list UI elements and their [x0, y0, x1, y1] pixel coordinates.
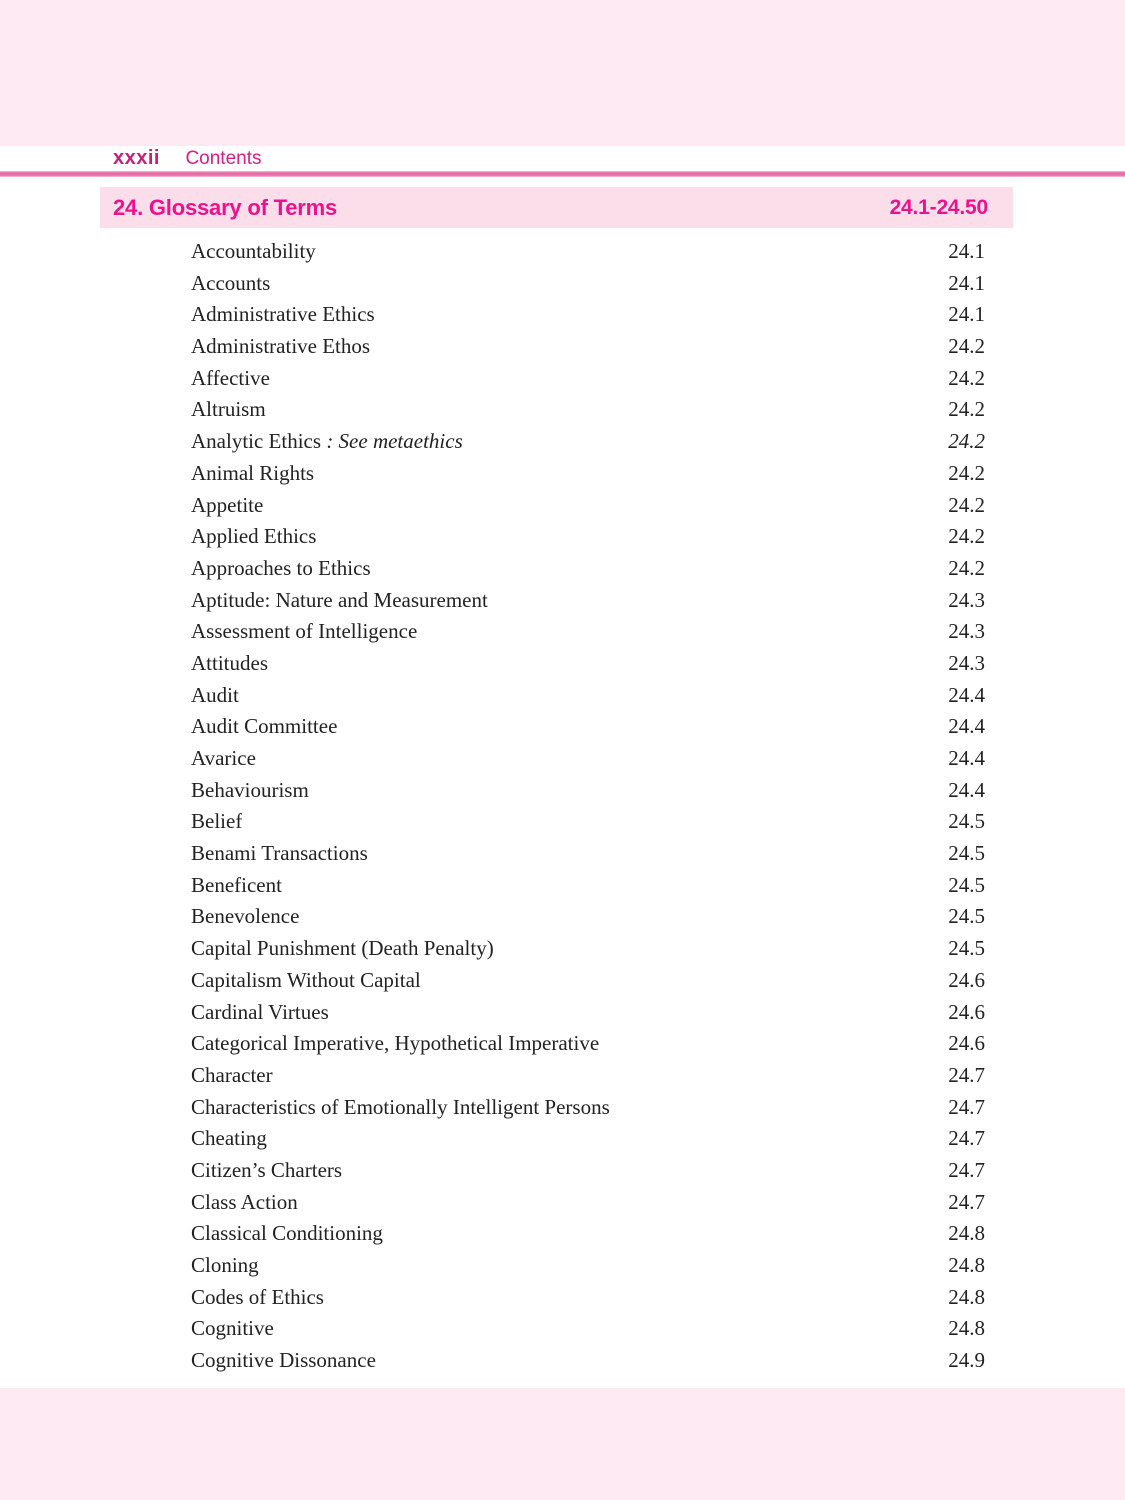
toc-term-cell [191, 1187, 298, 1219]
toc-row [191, 1282, 985, 1314]
toc-page-number: 24.2 [948, 397, 985, 422]
toc-row [191, 997, 985, 1029]
toc-page-number: 24.6 [948, 1031, 985, 1056]
toc-term-cell [191, 268, 270, 300]
toc-page-number: 24.9 [948, 1348, 985, 1373]
toc-row [191, 1028, 985, 1060]
toc-row [191, 616, 985, 648]
toc-term-cell [191, 1092, 610, 1124]
toc-page-number: 24.3 [948, 650, 985, 675]
toc-term: Character [191, 1062, 273, 1087]
toc-row [191, 1123, 985, 1155]
toc-row [191, 648, 985, 680]
toc-page-number: 24.2 [948, 334, 985, 359]
toc-page-number: 24.4 [948, 777, 985, 802]
toc-term: Belief [191, 809, 243, 834]
toc-page-number: 24.5 [948, 936, 985, 961]
toc-term-cell [191, 426, 463, 458]
toc-page-number: 24.2 [948, 365, 985, 390]
toc-page-number: 24.2 [948, 555, 985, 580]
toc-page-number: 24.4 [948, 714, 985, 739]
toc-term: Appetite [191, 492, 264, 517]
folio-page-number: xxxii [113, 147, 160, 169]
toc-page-number: 24.2 [948, 429, 985, 454]
toc-row [191, 585, 985, 617]
toc-term: Assessment of Intelligence [191, 619, 418, 644]
toc-term-cell [191, 1155, 342, 1187]
toc-term-cell [191, 553, 371, 585]
toc-term-cell [191, 363, 270, 395]
toc-row [191, 965, 985, 997]
toc-list [191, 236, 985, 1377]
toc-page-number: 24.7 [948, 1157, 985, 1182]
toc-term: Altruism [191, 397, 266, 422]
toc-page-number: 24.3 [948, 587, 985, 612]
chapter-heading-band [100, 187, 1013, 228]
toc-row [191, 331, 985, 363]
toc-page-number: 24.7 [948, 1126, 985, 1151]
toc-term: Capital Punishment (Death Penalty) [191, 936, 494, 961]
toc-page-number: 24.7 [948, 1189, 985, 1214]
top-margin-band [0, 0, 1125, 146]
toc-page-number: 24.2 [948, 524, 985, 549]
toc-row [191, 1060, 985, 1092]
toc-row [191, 1345, 985, 1377]
toc-term-cell [191, 616, 417, 648]
toc-page-number: 24.1 [948, 302, 985, 327]
toc-row [191, 553, 985, 585]
toc-row [191, 268, 985, 300]
toc-row [191, 933, 985, 965]
toc-row [191, 1313, 985, 1345]
toc-term: Attitudes [191, 650, 268, 675]
toc-term: Capitalism Without Capital [191, 967, 421, 992]
toc-term: Audit Committee [191, 714, 338, 739]
toc-term-cell [191, 1345, 376, 1377]
toc-term: Cheating [191, 1126, 267, 1151]
running-header [0, 146, 1125, 171]
toc-term: Accountability [191, 239, 316, 263]
toc-page-number: 24.4 [948, 746, 985, 770]
toc-row [191, 458, 985, 490]
toc-term: Accounts [191, 270, 271, 295]
toc-row [191, 521, 985, 553]
toc-term: Cognitive Dissonance [191, 1348, 376, 1373]
toc-term-cell [191, 236, 316, 268]
toc-row [191, 711, 985, 743]
toc-term-cell [191, 775, 309, 807]
toc-term-cell [191, 521, 316, 553]
toc-page-number: 24.8 [948, 1316, 985, 1341]
toc-term: Audit [191, 682, 239, 707]
toc-row [191, 363, 985, 395]
toc-term-cell [191, 711, 337, 743]
toc-term-cell [191, 743, 256, 775]
toc-term-cell [191, 1123, 267, 1155]
toc-page-number: 24.7 [948, 1062, 985, 1087]
toc-term: Animal Rights [191, 460, 315, 485]
toc-row [191, 1092, 985, 1124]
toc-term: Affective [191, 365, 270, 390]
toc-row [191, 490, 985, 522]
toc-term-cell [191, 490, 263, 522]
toc-cross-ref: : See metaethics [321, 429, 463, 454]
toc-page-number: 24.3 [948, 619, 985, 644]
toc-term-cell [191, 648, 268, 680]
toc-term-cell [191, 997, 329, 1029]
toc-term: Categorical Imperative, Hypothetical Imperative [191, 1031, 600, 1056]
toc-term: Administrative Ethics [191, 302, 375, 327]
toc-page-number: 24.7 [948, 1094, 985, 1119]
toc-row [191, 775, 985, 807]
toc-term: Citizen’s Charters [191, 1157, 343, 1182]
toc-term-cell [191, 299, 375, 331]
toc-page-number: 24.1 [948, 270, 985, 295]
toc-row [191, 236, 985, 268]
toc-term: Classical Conditioning [191, 1221, 383, 1246]
toc-term-cell [191, 1313, 274, 1345]
toc-page-number: 24.5 [948, 872, 985, 897]
toc-term-cell [191, 1060, 273, 1092]
toc-term: Behaviourism [191, 777, 309, 802]
toc-page-number: 24.6 [948, 967, 985, 992]
toc-term-cell [191, 901, 299, 933]
toc-term-cell [191, 1028, 599, 1060]
toc-row [191, 838, 985, 870]
toc-term-cell [191, 838, 368, 870]
toc-term-cell [191, 331, 370, 363]
toc-page-number: 24.2 [948, 492, 985, 517]
toc-term: Cloning [191, 1253, 259, 1277]
toc-term-cell [191, 1218, 383, 1250]
toc-term: Avarice [191, 746, 256, 770]
toc-row [191, 1187, 985, 1219]
bottom-margin-band [0, 1388, 1125, 1500]
toc-term-cell [191, 394, 266, 426]
toc-term: Characteristics of Emotionally Intelligent Persons [191, 1094, 610, 1119]
toc-row [191, 743, 985, 775]
toc-page-number: 24.5 [948, 841, 985, 866]
toc-term: Administrative Ethos [191, 334, 371, 359]
toc-row [191, 901, 985, 933]
toc-term-cell [191, 458, 314, 490]
header-rule [0, 171, 1125, 177]
toc-term: Applied Ethics [191, 524, 317, 549]
chapter-title: 24. Glossary of Terms [113, 194, 338, 220]
toc-term-cell [191, 585, 488, 617]
toc-page-number: 24.8 [948, 1221, 985, 1246]
toc-term-cell [191, 1282, 324, 1314]
toc-page-number: 24.8 [948, 1253, 985, 1277]
toc-term-cell [191, 1250, 259, 1282]
toc-row [191, 1218, 985, 1250]
toc-term: Codes of Ethics [191, 1284, 324, 1309]
toc-row [191, 426, 985, 458]
toc-term-cell [191, 965, 421, 997]
toc-page-number: 24.4 [948, 682, 985, 707]
toc-page-number: 24.2 [948, 460, 985, 485]
toc-term: Class Action [191, 1189, 298, 1214]
toc-row [191, 1155, 985, 1187]
toc-row [191, 394, 985, 426]
toc-term-cell [191, 933, 494, 965]
toc-term: Benami Transactions [191, 841, 368, 866]
chapter-page-range: 24.1-24.50 [889, 195, 988, 219]
toc-term: Analytic Ethics [191, 429, 322, 454]
toc-term: Benevolence [191, 904, 300, 929]
toc-term-cell [191, 806, 242, 838]
toc-row [191, 870, 985, 902]
toc-page-number: 24.5 [948, 904, 985, 929]
running-header-title: Contents [185, 148, 262, 169]
toc-term: Cardinal Virtues [191, 999, 329, 1024]
toc-term: Aptitude: Nature and Measurement [191, 587, 488, 612]
toc-page-number: 24.8 [948, 1284, 985, 1309]
toc-page-number: 24.5 [948, 809, 985, 834]
toc-page-number: 24.1 [948, 239, 985, 263]
toc-row [191, 1250, 985, 1282]
toc-page-number: 24.6 [948, 999, 985, 1024]
toc-term: Beneficent [191, 872, 282, 897]
toc-term: Approaches to Ethics [191, 555, 371, 580]
toc-term: Cognitive [191, 1316, 274, 1341]
toc-row [191, 680, 985, 712]
toc-term-cell [191, 870, 282, 902]
toc-row [191, 806, 985, 838]
toc-term-cell [191, 680, 239, 712]
toc-row [191, 299, 985, 331]
